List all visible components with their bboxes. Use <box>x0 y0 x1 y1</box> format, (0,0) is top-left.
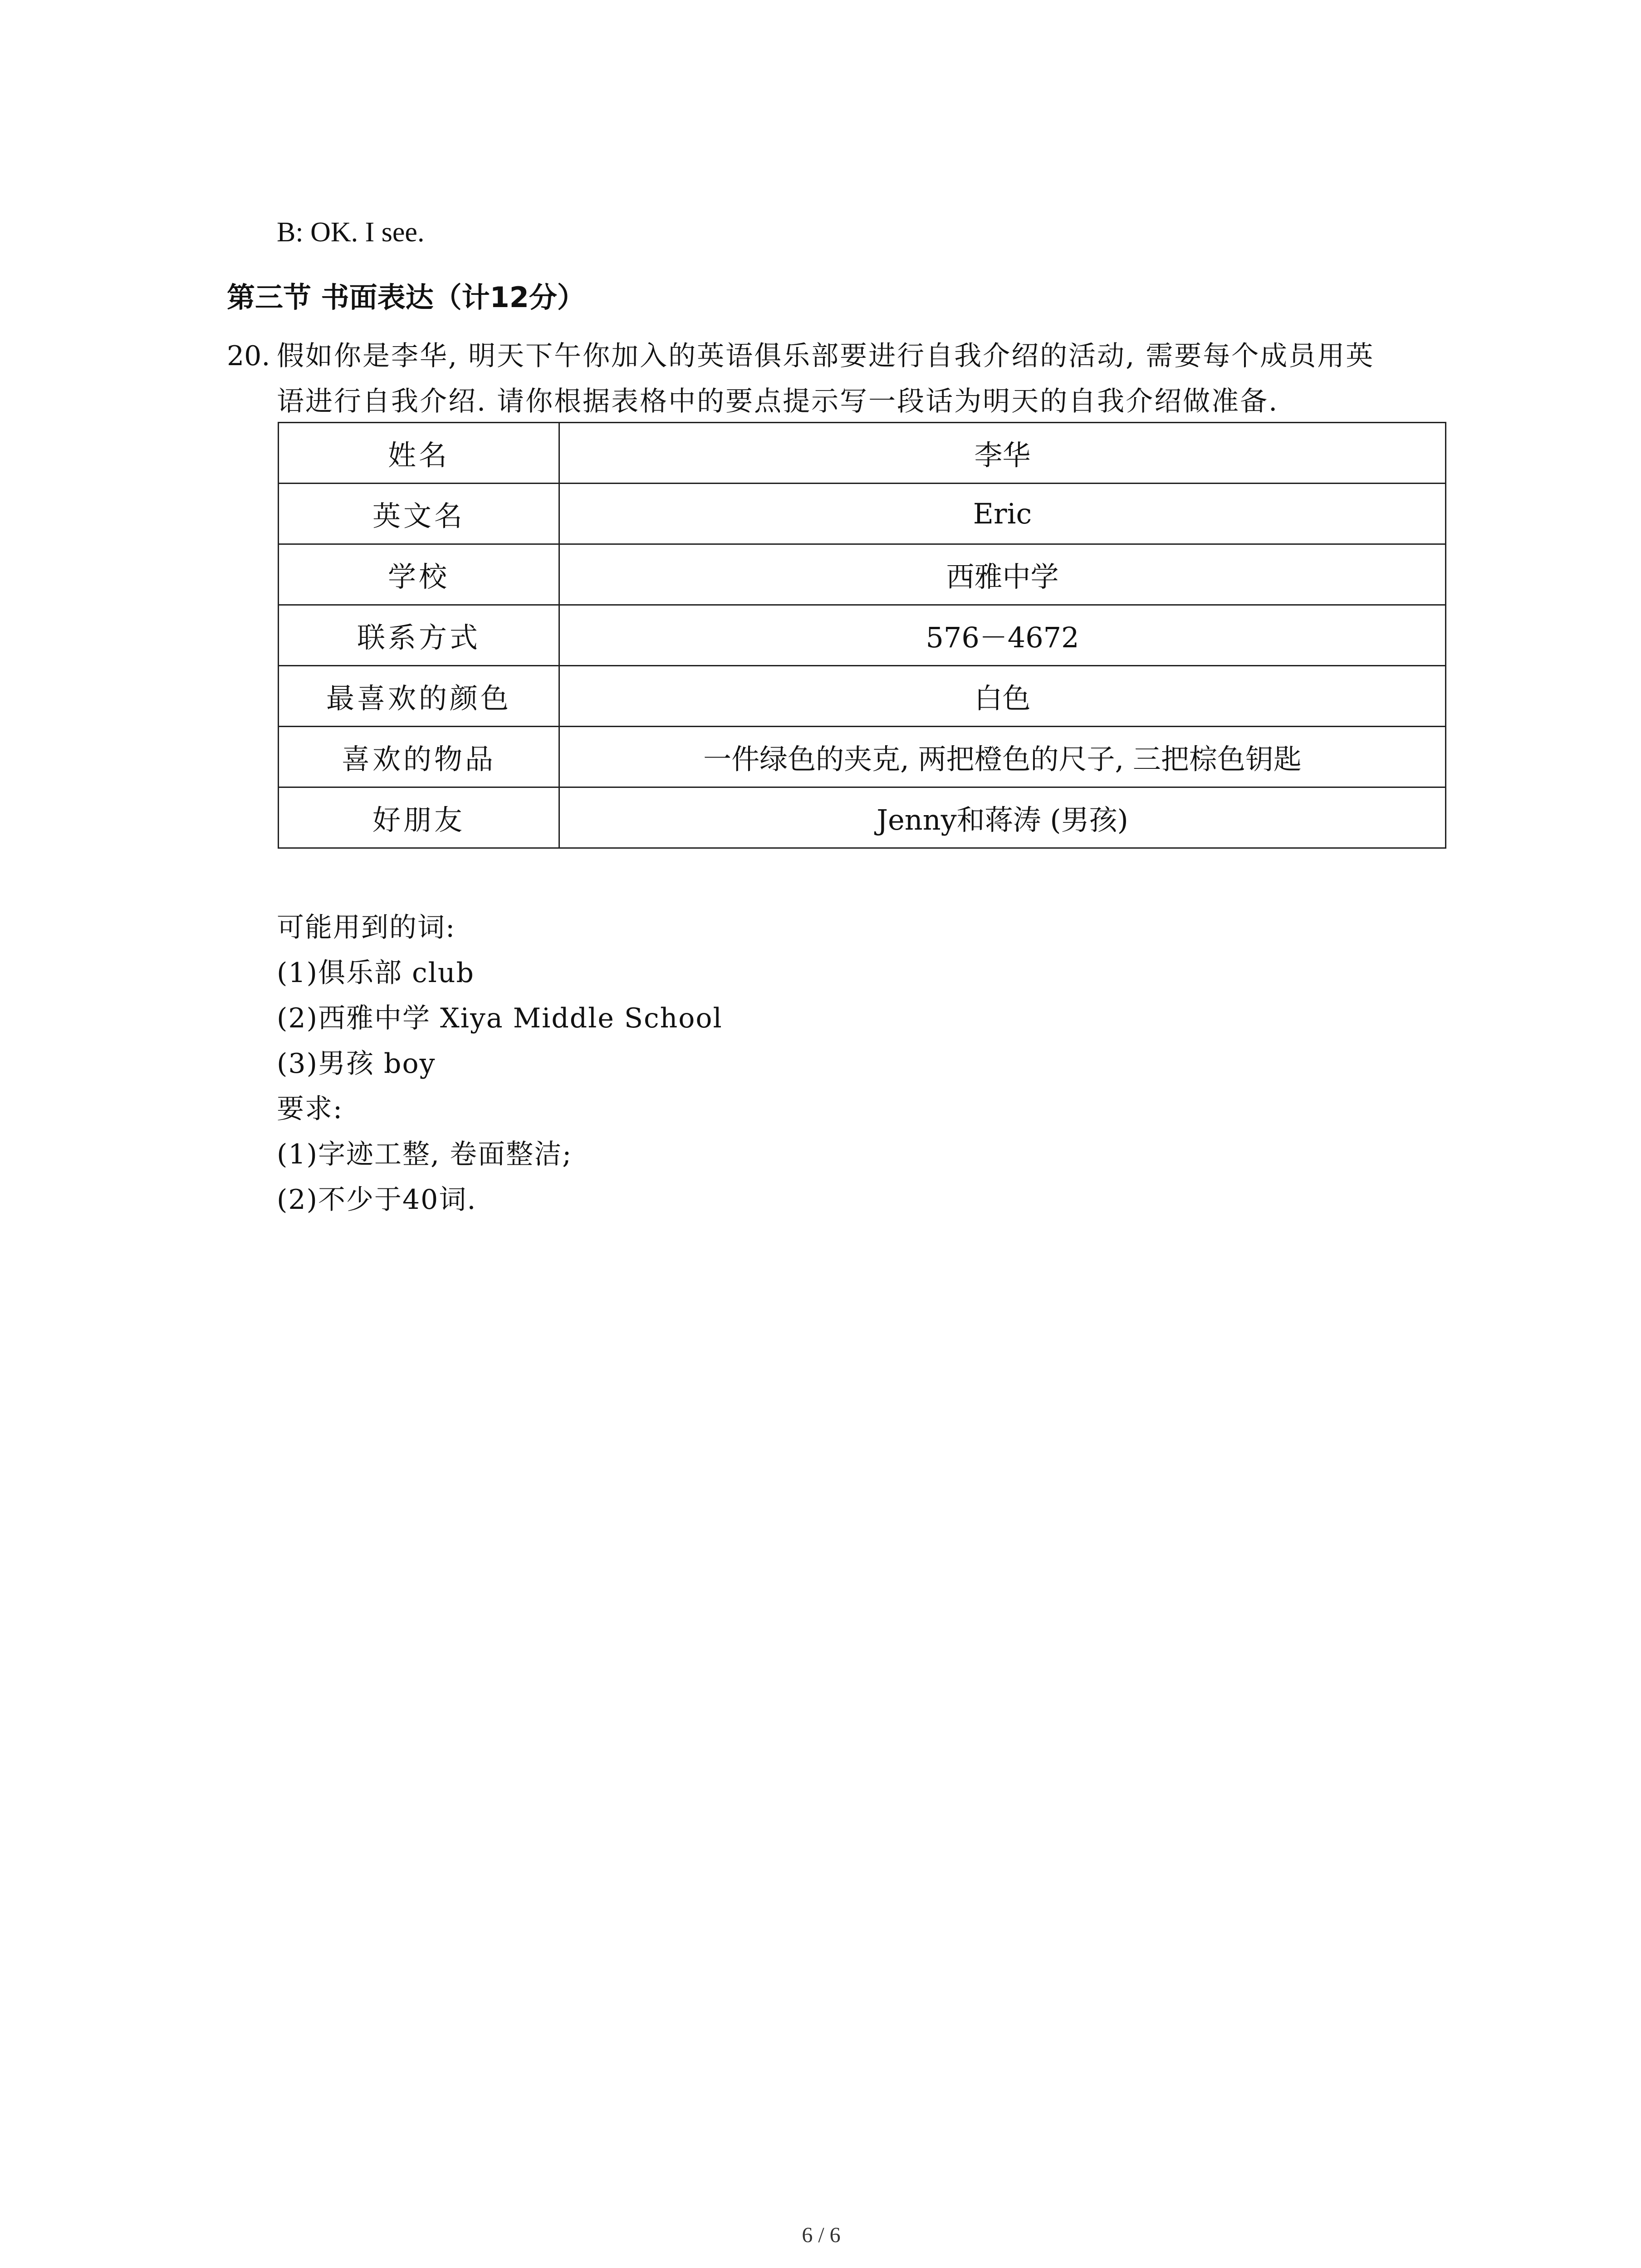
table-row <box>279 727 1446 787</box>
row-label-name: 姓名 <box>279 423 559 484</box>
row-value-contact: 576－4672 <box>559 605 1446 666</box>
word-item: (3)男孩 boy <box>277 1048 436 1080</box>
row-value-favorite-color: 白色 <box>559 666 1446 727</box>
words-title: 可能用到的词: <box>277 912 456 943</box>
row-value-name: 李华 <box>559 423 1446 484</box>
requirements-title: 要求: <box>277 1093 343 1125</box>
requirement-item: (1)字迹工整, 卷面整洁; <box>277 1139 573 1170</box>
table-row <box>279 544 1446 605</box>
requirement-item: (2)不少于40词. <box>277 1184 477 1216</box>
question-text-line-2: 语进行自我介绍. 请你根据表格中的要点提示写一段话为明天的自我介绍做准备. <box>277 386 1279 417</box>
question-number: 20. <box>227 340 270 372</box>
info-table <box>278 422 1446 849</box>
row-label-school: 学校 <box>279 544 559 605</box>
row-value-english-name: Eric <box>559 484 1446 544</box>
word-item: (2)西雅中学 Xiya Middle School <box>277 1002 723 1034</box>
page-number: 6 / 6 <box>802 2223 841 2247</box>
row-value-favorite-items: 一件绿色的夹克, 两把橙色的尺子, 三把棕色钥匙 <box>559 727 1446 787</box>
table-row <box>279 666 1446 727</box>
row-label-english-name: 英文名 <box>279 484 559 544</box>
table-row <box>279 423 1446 484</box>
table-row <box>279 787 1446 848</box>
row-label-friends: 好朋友 <box>279 787 559 848</box>
notes <box>277 905 723 1222</box>
table-row <box>279 605 1446 666</box>
row-value-friends: Jenny和蒋涛 (男孩) <box>559 787 1446 848</box>
row-label-favorite-color: 最喜欢的颜色 <box>279 666 559 727</box>
row-value-school: 西雅中学 <box>559 544 1446 605</box>
section-heading: 第三节 书面表达（计12分） <box>227 281 585 314</box>
dialogue-line: B: OK. I see. <box>277 217 425 248</box>
word-item: (1)俱乐部 club <box>277 957 475 989</box>
question-text-line-1: 假如你是李华, 明天下午你加入的英语俱乐部要进行自我介绍的活动, 需要每个成员用英 <box>277 340 1375 372</box>
question-20 <box>227 333 1452 424</box>
row-label-contact: 联系方式 <box>279 605 559 666</box>
table-row <box>279 484 1446 544</box>
row-label-favorite-items: 喜欢的物品 <box>279 727 559 787</box>
